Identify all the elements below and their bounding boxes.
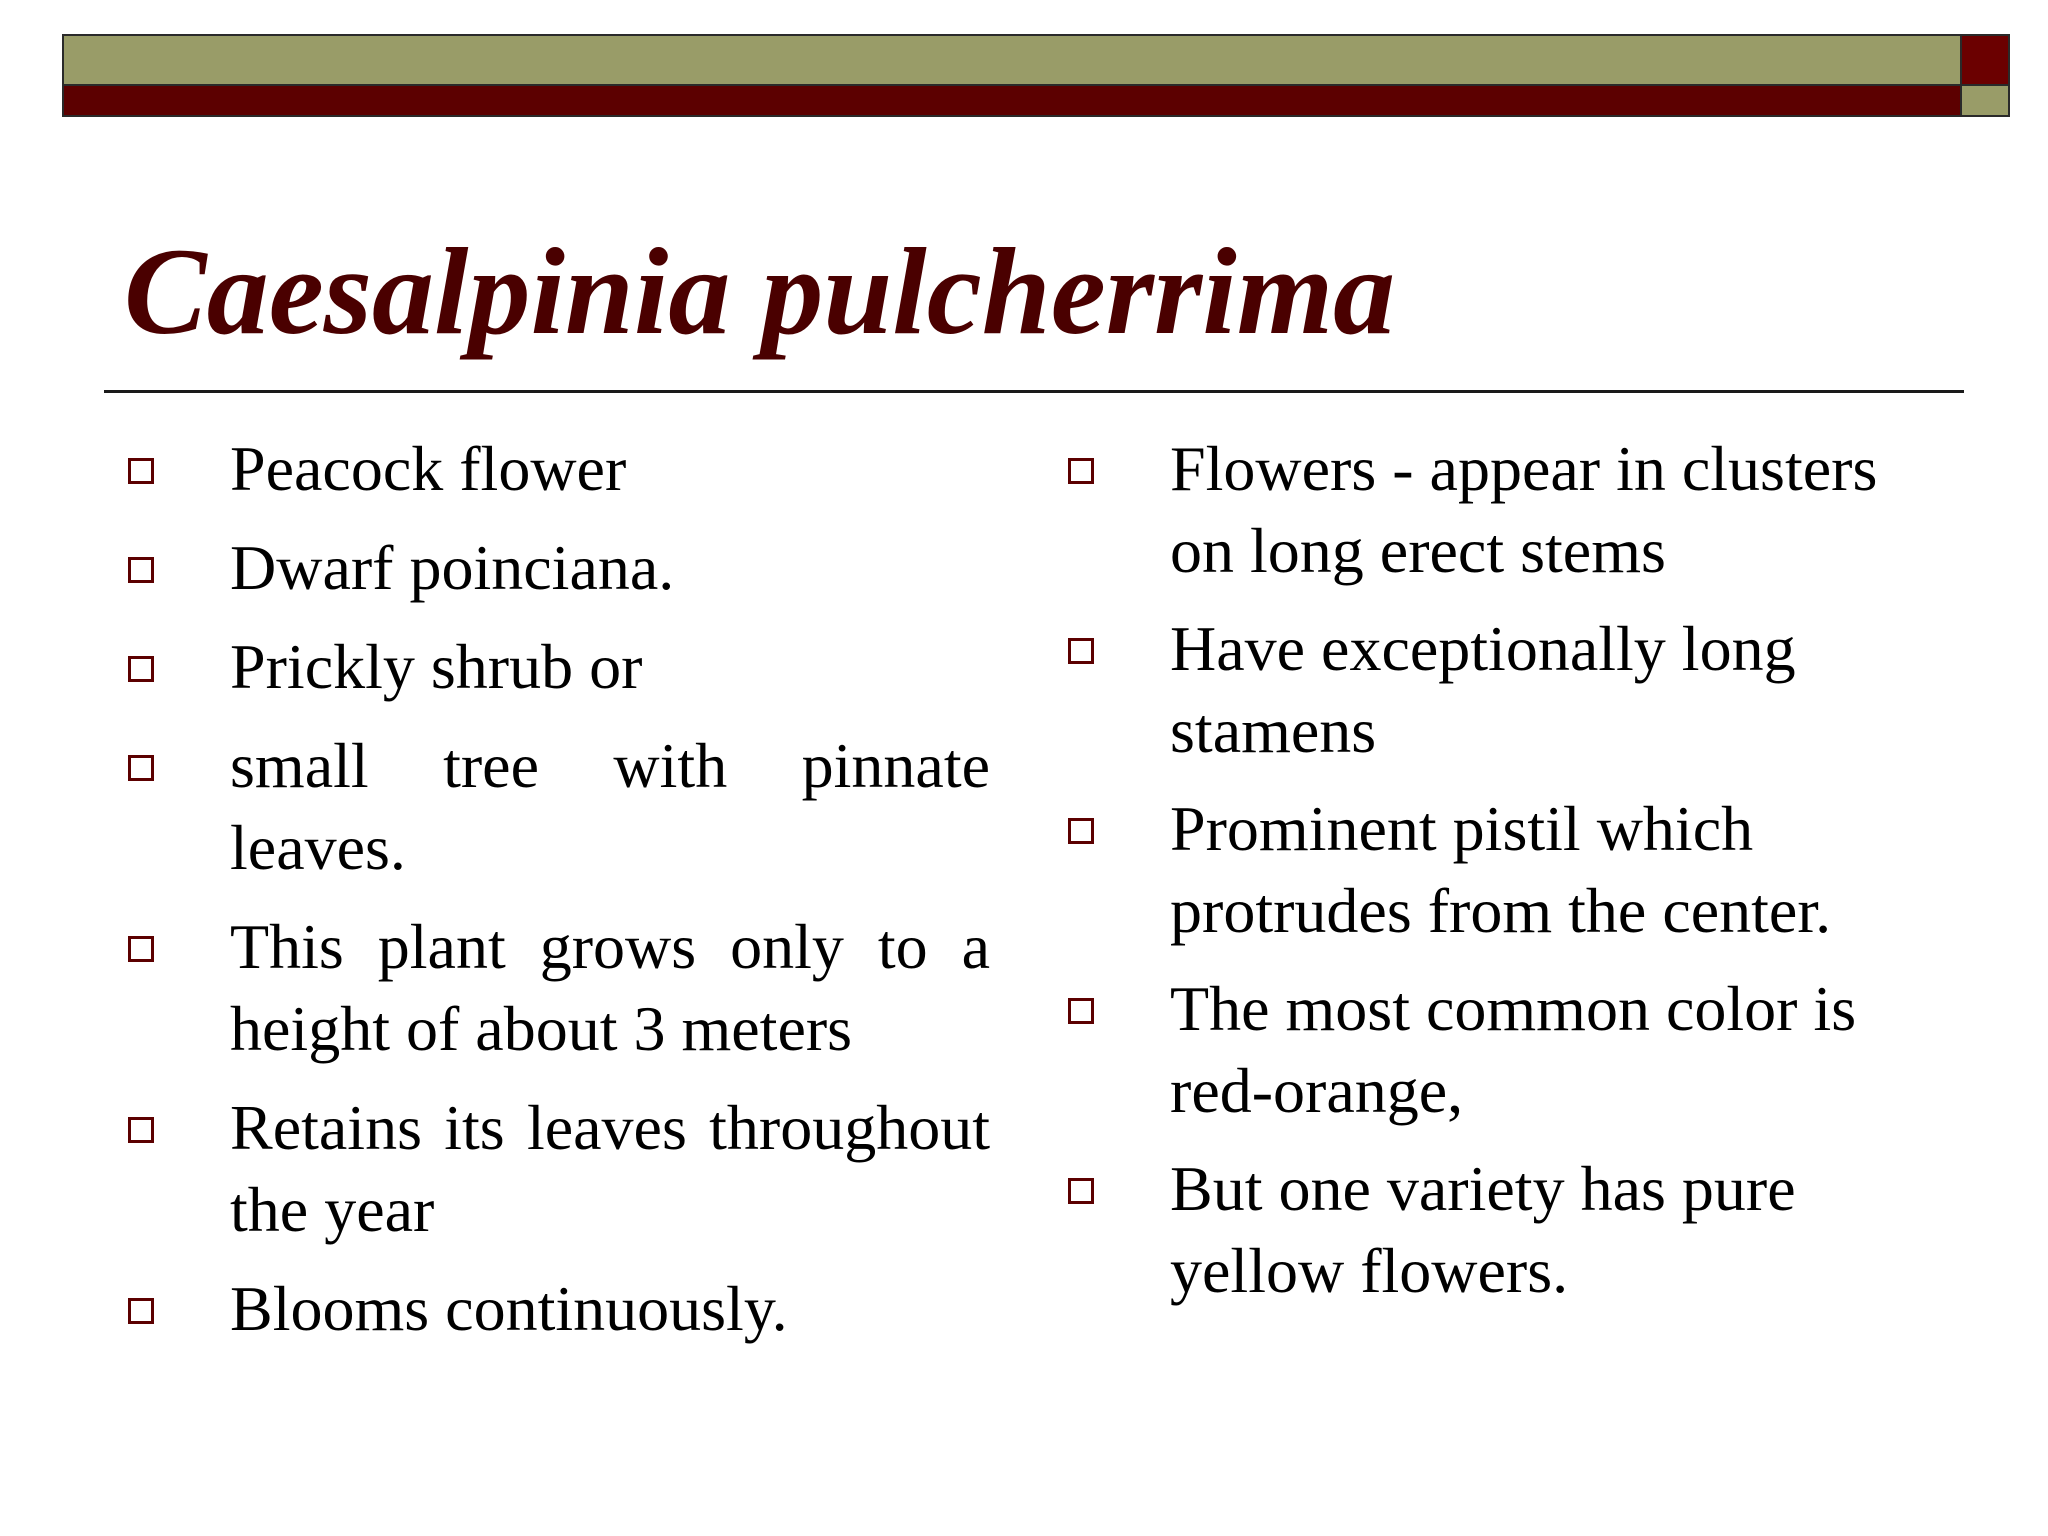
square-bullet-icon <box>128 1298 154 1324</box>
header-banner-red-bar <box>62 86 1962 117</box>
square-bullet-icon <box>1068 998 1094 1024</box>
slide-title: Caesalpinia pulcherrima <box>124 223 1396 360</box>
square-bullet-icon <box>128 936 154 962</box>
bullet-text: small tree with pinnate leaves. <box>230 730 990 883</box>
bullet-text: But one variety has pure yellow flowers. <box>1170 1153 1796 1306</box>
bullet-text: This plant grows only to a height of about 3 meters <box>230 911 990 1064</box>
list-item <box>120 906 990 1070</box>
list-item <box>1060 608 1940 772</box>
header-corner-red-block <box>1962 34 2010 86</box>
square-bullet-icon <box>1068 1178 1094 1204</box>
list-item <box>1060 788 1940 952</box>
list-item <box>120 428 990 510</box>
square-bullet-icon <box>128 458 154 484</box>
square-bullet-icon <box>128 656 154 682</box>
square-bullet-icon <box>1068 818 1094 844</box>
list-item <box>1060 428 1940 592</box>
square-bullet-icon <box>128 557 154 583</box>
bullet-text: Dwarf poinciana. <box>230 532 675 603</box>
bullet-text: Flowers - appear in clusters on long erect stems <box>1170 433 1878 586</box>
list-item <box>120 725 990 889</box>
title-divider <box>104 390 1964 393</box>
list-item <box>120 626 990 708</box>
bullet-text: Blooms continuously. <box>230 1273 788 1344</box>
left-bullet-list <box>120 428 990 1367</box>
list-item <box>120 527 990 609</box>
bullet-text: Peacock flower <box>230 433 627 504</box>
list-item <box>120 1087 990 1251</box>
bullet-text: Have exceptionally long stamens <box>1170 613 1796 766</box>
square-bullet-icon <box>1068 458 1094 484</box>
bullet-text: Retains its leaves throughout the year <box>230 1092 990 1245</box>
square-bullet-icon <box>1068 638 1094 664</box>
header-banner-olive-bar <box>62 34 1962 86</box>
square-bullet-icon <box>128 1117 154 1143</box>
bullet-text: The most common color is red-orange, <box>1170 973 1857 1126</box>
square-bullet-icon <box>128 755 154 781</box>
bullet-text: Prickly shrub or <box>230 631 643 702</box>
list-item <box>1060 968 1940 1132</box>
bullet-text: Prominent pistil which protrudes from the center. <box>1170 793 1832 946</box>
right-bullet-list <box>1060 428 1940 1328</box>
list-item <box>120 1268 990 1350</box>
list-item <box>1060 1148 1940 1312</box>
header-corner-olive-block <box>1962 86 2010 117</box>
